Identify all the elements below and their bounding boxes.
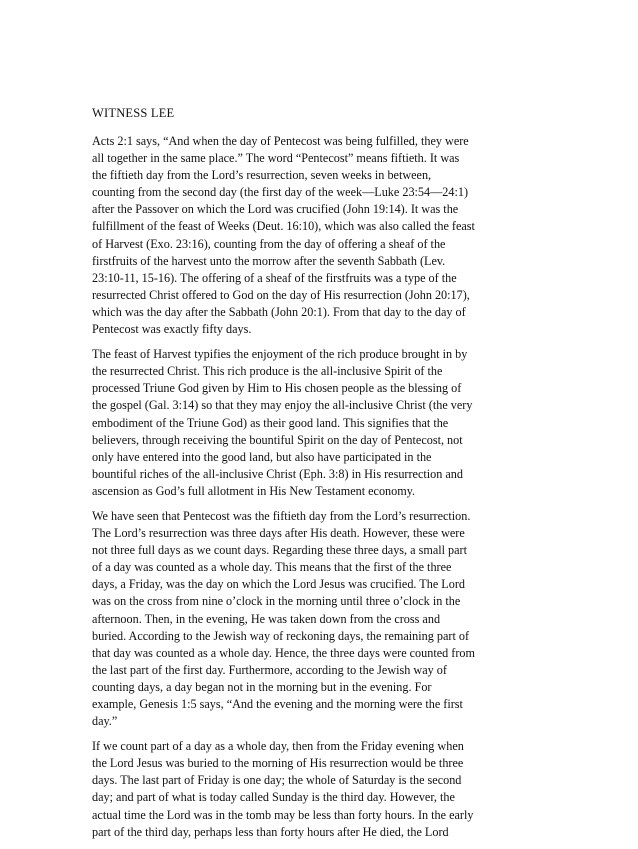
- text-line: firstfruits of the harvest unto the morrow after the seventh Sabbath (Lev.: [92, 253, 446, 268]
- text-line: believers, through receiving the bountiful Spirit on the day of Pentecost, not: [92, 432, 463, 447]
- page-content: [92, 105, 504, 849]
- text-line: bountiful riches of the all-inclusive Christ (Eph. 3:8) in His resurrection and: [92, 466, 463, 481]
- text-line: the last part of the first day. Furthermore, according to the Jewish way of: [92, 662, 447, 677]
- text-line: after the Passover on which the Lord was crucified (John 19:14). It was the: [92, 202, 459, 217]
- text-line: of Harvest (Exo. 23:16), counting from the day of offering a sheaf of the: [92, 236, 446, 251]
- text-line: afternoon. Then, in the evening, He was taken down from the cross and: [92, 611, 441, 626]
- text-line: the fiftieth day from the Lord’s resurrection, seven weeks in between,: [92, 168, 432, 183]
- text-line: The feast of Harvest typifies the enjoyment of the rich produce brought in by: [92, 347, 468, 362]
- text-line: all together in the same place.” The word “Pentecost” means fiftieth. It was: [92, 151, 460, 166]
- text-line: We have seen that Pentecost was the fiftieth day from the Lord’s resurrection.: [92, 508, 471, 523]
- text-line: The Lord’s resurrection was three days after His death. However, these were: [92, 526, 465, 541]
- text-line: only have entered into the good land, but also have participated in the: [92, 449, 432, 464]
- text-line: actual time the Lord was in the tomb may be less than forty hours. In the early: [92, 807, 474, 822]
- text-line: not three full days as we count days. Regarding these three days, a small part: [92, 543, 467, 558]
- text-line: processed Triune God given by Him to His chosen people as the blessing of: [92, 381, 462, 396]
- paragraph: [92, 346, 504, 500]
- text-line: days, a Friday, was the day on which the Lord Jesus was crucified. The Lord: [92, 577, 465, 592]
- text-line: ascension as God’s full allotment in His New Testament economy.: [92, 483, 416, 498]
- text-line: part of the third day, perhaps less than forty hours after He died, the Lord: [92, 824, 449, 839]
- body-text: [92, 133, 504, 841]
- text-line: the resurrected Christ. This rich produce is the all-inclusive Spirit of the: [92, 364, 443, 379]
- text-line: of a day was counted as a whole day. This means that the first of the three: [92, 560, 452, 575]
- text-line: was on the cross from nine o’clock in the morning until three o’clock in the: [92, 594, 461, 609]
- text-line: day.”: [92, 714, 118, 729]
- text-line: counting days, a day began not in the morning but in the evening. For: [92, 679, 432, 694]
- text-line: 23:10-11, 15-16). The offering of a sheaf of the firstfruits was a type of the: [92, 270, 457, 285]
- paragraph: [92, 508, 504, 730]
- text-line: which was the day after the Sabbath (John 20:1). From that day to the day of: [92, 304, 466, 319]
- text-line: example, Genesis 1:5 says, “And the evening and the morning were the first: [92, 697, 463, 711]
- text-line: buried. According to the Jewish way of reckoning days, the remaining part of: [92, 628, 470, 643]
- text-line: day; and part of what is today called Sunday is the third day. However, the: [92, 790, 455, 805]
- page-header: WITNESS LEE: [92, 106, 175, 120]
- text-line: Pentecost was exactly fifty days.: [92, 322, 252, 337]
- text-line: that day was counted as a whole day. Hence, the three days were counted from: [92, 645, 475, 660]
- text-line: If we count part of a day as a whole day, then from the Friday evening when: [92, 739, 464, 754]
- text-line: resurrected Christ offered to God on the day of His resurrection (John 20:17),: [92, 287, 470, 302]
- text-line: the Lord Jesus was buried to the morning of His resurrection would be three: [92, 756, 464, 771]
- text-line: days. The last part of Friday is one day; the whole of Saturday is the second: [92, 773, 462, 788]
- text-line: embodiment of the Triune God) as their good land. This signifies that the: [92, 415, 449, 430]
- text-line: counting from the second day (the first day of the week—Luke 23:54—24:1): [92, 185, 469, 200]
- text-line: Acts 2:1 says, “And when the day of Pentecost was being fulfilled, they were: [92, 134, 469, 148]
- text-line: fulfillment of the feast of Weeks (Deut. 16:10), which was also called the feast: [92, 219, 475, 234]
- paragraph: [92, 738, 504, 841]
- paragraph: [92, 133, 504, 338]
- text-line: the gospel (Gal. 3:14) so that they may enjoy the all-inclusive Christ (the very: [92, 398, 473, 413]
